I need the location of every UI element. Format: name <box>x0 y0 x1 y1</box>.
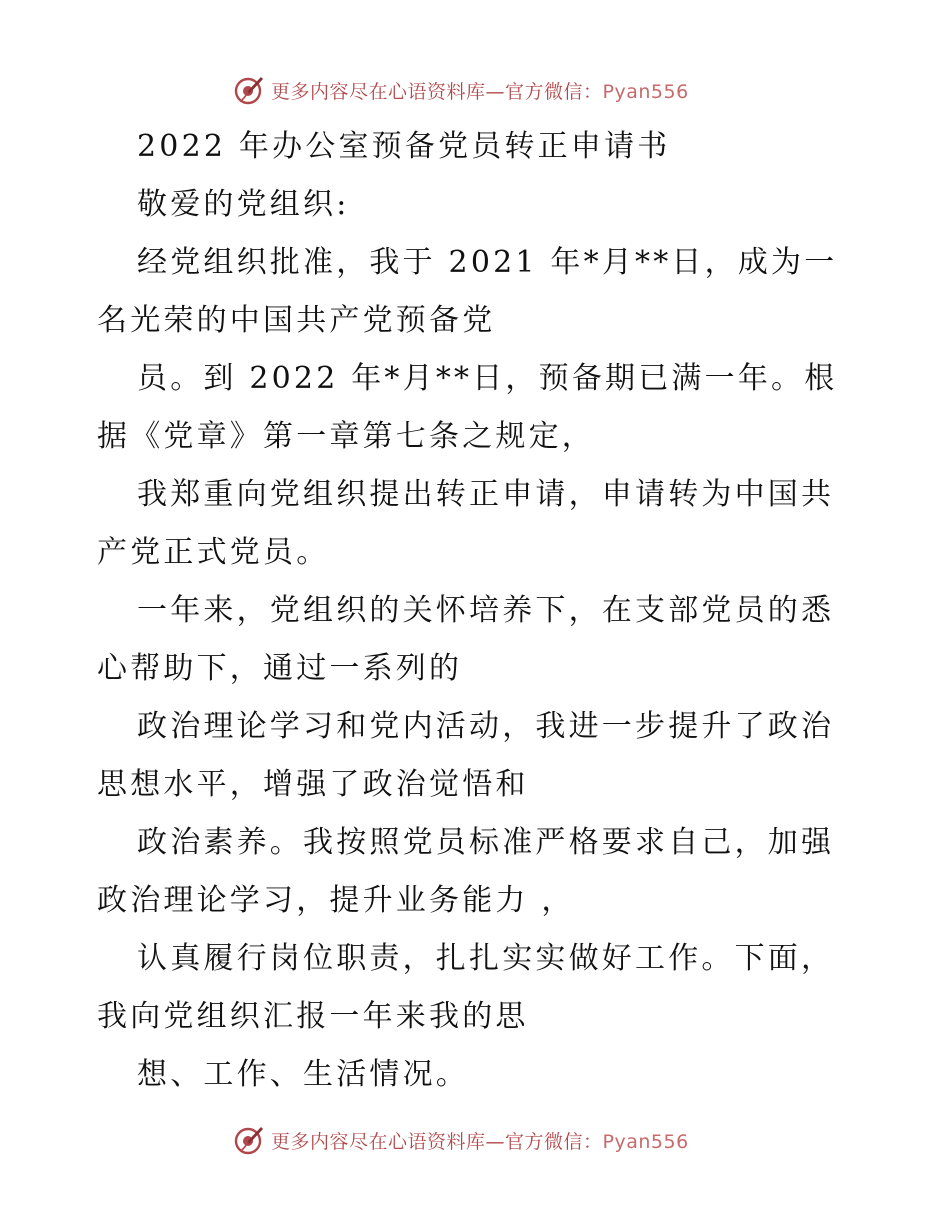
quill-seal-icon <box>233 1124 265 1156</box>
watermark-handle: Pyan556 <box>602 80 689 103</box>
watermark-header <box>233 72 689 108</box>
quill-seal-icon <box>233 74 265 106</box>
paragraph-line: 政治素养。我按照党员标准严格要求自己，加强 <box>137 825 835 860</box>
document-body <box>97 118 857 1104</box>
paragraph-line: 想、工作、生活情况。 <box>137 1057 469 1092</box>
paragraph-line: 据《党章》第一章第七条之规定， <box>97 419 595 454</box>
paragraph-line: 我向党组织汇报一年来我的思 <box>97 999 529 1034</box>
document-title: 2022 年办公室预备党员转正申请书 <box>137 129 671 164</box>
paragraph-line: 经党组织批准，我于 2021 年*月**日，成为一 <box>137 245 838 280</box>
paragraph-line: 政治理论学习，提升业务能力 ， <box>97 883 575 918</box>
watermark-text: 更多内容尽在心语资料库—官方微信：Pyan556 <box>271 1130 689 1153</box>
paragraph-line: 员。到 2022 年*月**日，预备期已满一年。根 <box>137 361 838 396</box>
paragraph-line: 名光荣的中国共产党预备党 <box>97 303 496 338</box>
paragraph-line: 心帮助下，通过一系列的 <box>97 651 463 686</box>
paragraph-line: 思想水平，增强了政治觉悟和 <box>97 767 529 802</box>
paragraph-line: 政治理论学习和党内活动，我进一步提升了政治 <box>137 709 835 744</box>
paragraph-line: 一年来，党组织的关怀培养下，在支部党员的悉 <box>137 593 835 628</box>
paragraph-line: 认真履行岗位职责，扎扎实实做好工作。下面， <box>137 941 835 976</box>
watermark-text: 更多内容尽在心语资料库—官方微信：Pyan556 <box>271 80 689 103</box>
watermark-handle: Pyan556 <box>602 1130 689 1153</box>
watermark-footer <box>233 1122 689 1158</box>
paragraph-line: 我郑重向党组织提出转正申请，申请转为中国共 <box>137 477 835 512</box>
salutation: 敬爱的党组织: <box>137 187 350 222</box>
paragraph-line: 产党正式党员。 <box>97 535 330 570</box>
